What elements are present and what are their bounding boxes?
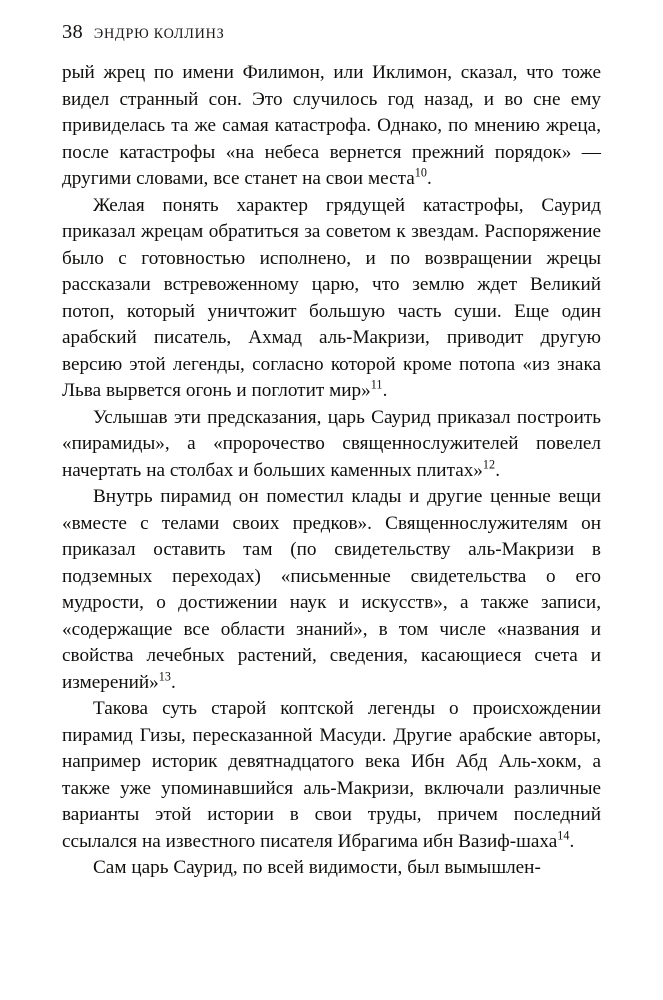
paragraph-text: Такова суть старой коптской легенды о происхождении пирамид Гизы, пересказанной Масуди. Другие арабские авторы, например историк девятнадцатого века Ибн Абд Аль-хокм, а также уже упоминавшийся аль-Макризи, включали различные варианты этой истории в свои труды, причем последний ссылался на известного писателя Ибрагима ибн Вазиф-шаха	[62, 698, 601, 852]
paragraph-tail: .	[427, 168, 432, 189]
paragraph	[62, 696, 601, 855]
paragraph-text: Желая понять характер грядущей катастрофы, Саурид приказал жрецам обратиться за советом к звездам. Распоряжение было с готовностью исполнено, и по возвращении жрецы рассказали встревоженному царю, что землю ждет Великий потоп, который уничтожит большую часть суши. Еще один арабский писатель, Ахмад аль-Макризи, приводит другую версию этой легенды, согласно которой кроме потопа «из знака Льва вырвется огонь и поглотит мир»	[62, 194, 601, 401]
paragraph-text: Внутрь пирамид он поместил клады и другие ценные вещи «вместе с телами своих предков». Священнослужителям он приказал оставить там (по свидетельству аль-Макризи в подземных переходах) «письменные свидетельства о его мудрости, о достижении наук и искусств», а также записи, «содержащие все области знаний», в том числе «названия и свойства лечебных растений, сведения, касающиеся счета и измерений»	[62, 486, 601, 693]
paragraph	[62, 855, 601, 882]
footnote-reference[interactable]: 13	[158, 669, 172, 684]
footnote-reference[interactable]: 11	[370, 377, 383, 392]
footnote-reference[interactable]: 14	[557, 828, 570, 843]
paragraph-tail: .	[495, 459, 500, 481]
paragraph	[62, 484, 601, 696]
paragraph-text: Сам царь Саурид, по всей видимости, был вымышлен-	[93, 857, 541, 878]
running-head-author: ЭНДРЮ КОЛЛИНЗ	[93, 26, 225, 42]
paragraph	[62, 405, 601, 485]
body-text-block	[62, 60, 601, 882]
page-number: 38	[62, 21, 83, 43]
footnote-reference[interactable]: 10	[414, 165, 428, 180]
paragraph-text: рый жрец по имени Филимон, или Иклимон, сказал, что тоже видел странный сон. Это случилось год назад, и во сне ему привиделась та же самая катастрофа. Однако, по мнению жреца, после катастрофы «на небеса вернется прежний порядок» — другими словами, все станет на свои места	[62, 62, 601, 189]
paragraph-tail: .	[569, 830, 575, 852]
paragraph-tail: .	[171, 671, 176, 693]
footnote-reference[interactable]: 12	[482, 457, 496, 472]
paragraph	[62, 193, 601, 405]
paragraph-text: Услышав эти предсказания, царь Саурид приказал построить «пирамиды», а «пророчество священнослужителей повелел начертать на столбах и больших каменных плитах»	[62, 406, 601, 481]
paragraph	[62, 60, 601, 193]
paragraph-tail: .	[382, 380, 388, 401]
running-header	[62, 22, 602, 43]
